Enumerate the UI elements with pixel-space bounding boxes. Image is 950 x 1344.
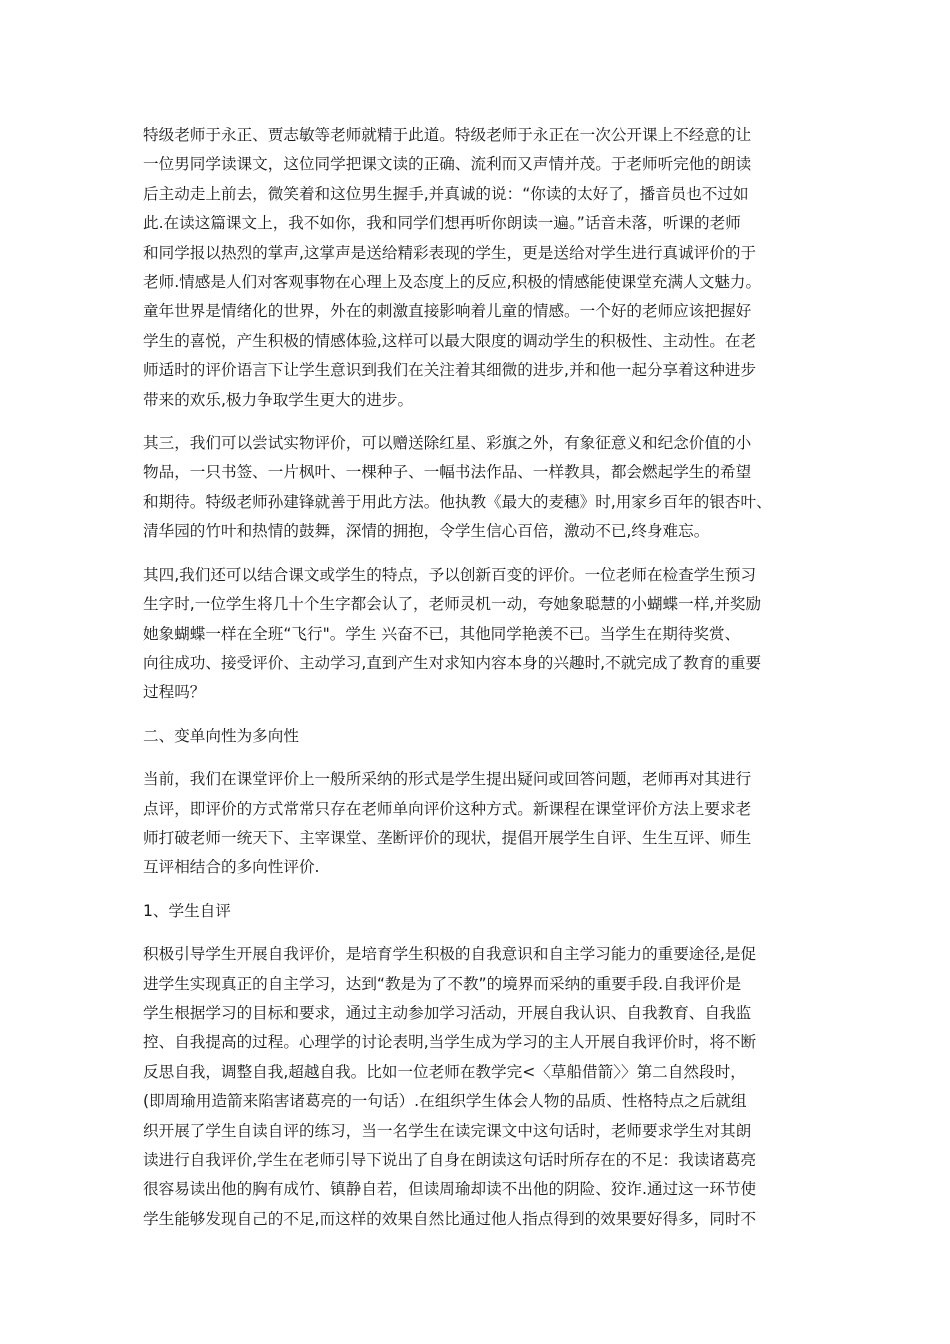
text-line: 控、自我提高的过程。心理学的讨论表明,当学生成为学习的主人开展自我评价时，将不断 (143, 1033, 757, 1052)
text-line: 读进行自我评价,学生在老师引导下说出了自身在朗读这句话时所存在的不足：我读诸葛亮 (143, 1151, 757, 1169)
text-line: 一位男同学读课文，这位同学把课文读的正确、流利而又声情并茂。于老师听完他的朗读 (143, 155, 752, 174)
text-line: 学生根据学习的目标和要求，通过主动参加学习活动，开展自我认识、自我教育、自我监 (143, 1003, 752, 1022)
text-line: 童年世界是情绪化的世界，外在的刺激直接影响着儿童的情感。一个好的老师应该把握好 (143, 302, 752, 321)
text-line: 点评，即评价的方式常常只存在老师单向评价这种方式。新课程在课堂评价方法上要求老 (143, 799, 752, 818)
text-line: 学生能够发现自己的不足,而这样的效果自然比通过他人指点得到的效果要好得多，同时不 (143, 1209, 757, 1228)
text-line: 生字时,一位学生将几十个生字都会认了，老师灵机一动，夸她象聪慧的小蝴蝶一样,并奖励 (143, 595, 762, 614)
paragraph (143, 765, 811, 883)
text-line: 带来的欢乐,极力争取学生更大的进步。 (143, 390, 414, 409)
text-line: 积极引导学生开展自我评价，是培育学生积极的自我意识和自主学习能力的重要途径,是促 (143, 945, 757, 964)
paragraph (143, 940, 811, 1234)
text-line: 其四,我们还可以结合课文或学生的特点，予以创新百变的评价。一位老师在检查学生预习 (143, 565, 757, 584)
text-line: 师适时的评价语言下让学生意识到我们在关注着其细微的进步,并和他一起分享着这种进步 (143, 361, 757, 380)
text-line: 她象蝴蝶一样在全班“飞行"。学生 兴奋不已，其他同学艳羡不已。当学生在期待奖赏、 (143, 624, 741, 643)
paragraph (143, 429, 811, 547)
text-line: 后主动走上前去，微笑着和这位男生握手,并真诚的说：“你读的太好了，播音员也不过如 (143, 184, 749, 203)
text-line: 向往成功、接受评价、主动学习,直到产生对求知内容本身的兴趣时,不就完成了教育的重要 (143, 653, 762, 672)
text-line: 当前，我们在课堂评价上一般所采纳的形式是学生提出疑问或回答问题，老师再对其进行 (143, 770, 752, 789)
paragraph (143, 121, 811, 415)
paragraph (143, 561, 811, 708)
text-line: 反思自我，调整自我,超越自我。比如一位老师在教学完<〈草船借箭〉〉第二自然段时， (143, 1062, 746, 1081)
text-line: 清华园的竹叶和热情的鼓舞，深情的拥抱，令学生信心百倍，激动不已,终身难忘。 (143, 522, 710, 541)
text-line: 和同学报以热烈的掌声,这掌声是送给精彩表现的学生，更是送给对学生进行真诚评价的于 (143, 243, 757, 262)
text-line: 过程吗？ (143, 683, 206, 702)
text-line: 进学生实现真正的自主学习，达到“教是为了不教”的境界而采纳的重要手段.自我评价是 (143, 974, 742, 993)
text-line: 老师.情感是人们对客观事物在心理上及态度上的反应,积极的情感能使课堂充满人文魅力。 (143, 273, 762, 292)
text-line: 此.在读这篇课文上，我不如你，我和同学们想再听你朗读一遍。”话音未落，听课的老师 (143, 214, 741, 233)
text-line: 其三，我们可以尝试实物评价，可以赠送除红星、彩旗之外，有象征意义和纪念价值的小 (143, 434, 752, 453)
text-line: 和期待。特级老师孙建锋就善于用此方法。他执教《最大的麦穗》时,用家乡百年的银杏叶、 (143, 492, 772, 511)
section-heading: 二、变单向性为多向性 (143, 726, 299, 745)
text-line: 特级老师于永正、贾志敏等老师就精于此道。特级老师于永正在一次公开课上不经意的让 (143, 126, 752, 144)
document-body (143, 121, 811, 1248)
text-line: 互评相结合的多向性评价. (143, 858, 320, 877)
text-line: 物品，一只书签、一片枫叶、一棵种子、一幅书法作品、一样教具，都会燃起学生的希望 (143, 463, 752, 482)
section-heading: 1、学生自评 (143, 901, 231, 920)
text-line: 很容易读出他的胸有成竹、镇静自若，但读周瑜却读不出他的阴险、狡诈.通过这一环节使 (143, 1180, 757, 1199)
text-line: 师打破老师一统天下、主宰课堂、垄断评价的现状，提倡开展学生自评、生生互评、师生 (143, 828, 752, 847)
text-line: 织开展了学生自读自评的练习，当一名学生在读完课文中这句话时，老师要求学生对其朗 (143, 1121, 752, 1140)
text-line: 学生的喜悦，产生积极的情感体验,这样可以最大限度的调动学生的积极性、主动性。在老 (143, 331, 757, 350)
text-line: (即周瑜用造箭来陷害诸葛亮的一句话）.在组织学生体会人物的品质、性格特点之后就组 (143, 1092, 747, 1111)
